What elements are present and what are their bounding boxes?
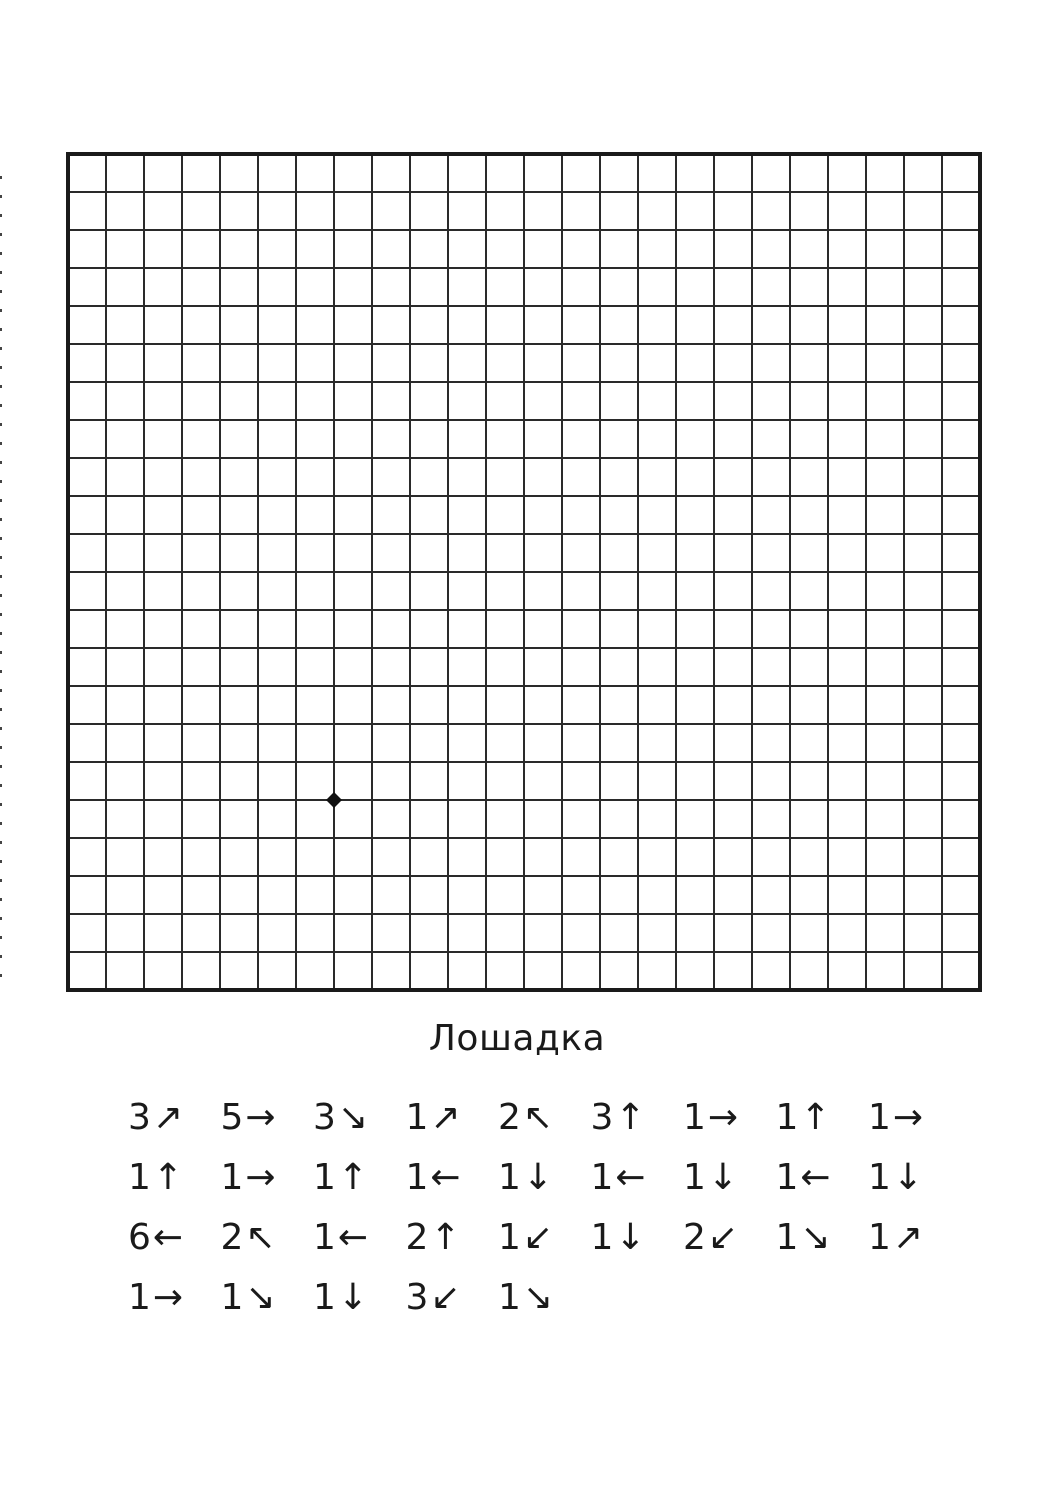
move-instruction	[221, 1098, 276, 1138]
move-instruction	[128, 1158, 183, 1198]
move-count: 2	[498, 1097, 521, 1138]
move-count: 1	[775, 1217, 799, 1258]
direction-arrow-icon: →	[245, 1157, 276, 1198]
move-count: 1	[775, 1097, 799, 1138]
move-count: 1	[868, 1097, 891, 1138]
move-count: 1	[775, 1157, 799, 1198]
direction-arrow-icon: ←	[615, 1157, 646, 1198]
move-instruction	[221, 1158, 276, 1198]
move-count: 2	[220, 1217, 244, 1258]
move-instruction	[498, 1158, 553, 1198]
move-count: 1	[590, 1157, 614, 1198]
move-count: 3	[313, 1097, 336, 1138]
move-instruction	[868, 1098, 923, 1138]
direction-arrow-icon: ↘	[337, 1097, 369, 1138]
move-count: 1	[590, 1217, 614, 1258]
move-instruction	[313, 1218, 368, 1258]
move-count: 1	[868, 1217, 891, 1258]
move-count: 2	[405, 1217, 429, 1258]
direction-arrow-icon: ←	[430, 1157, 461, 1198]
move-count: 1	[220, 1157, 244, 1198]
direction-arrow-icon: ↖	[245, 1217, 276, 1258]
move-count: 1	[405, 1157, 429, 1198]
direction-arrow-icon: ↗	[892, 1217, 924, 1258]
move-count: 1	[313, 1217, 336, 1258]
move-count: 1	[128, 1277, 151, 1318]
move-count: 1	[498, 1217, 521, 1258]
direction-arrow-icon: →	[245, 1097, 276, 1138]
direction-arrow-icon: ↗	[430, 1097, 461, 1138]
move-instruction	[868, 1218, 923, 1258]
direction-arrow-icon: ↓	[337, 1277, 369, 1318]
direction-arrow-icon: ↓	[522, 1157, 554, 1198]
move-count: 1	[128, 1157, 151, 1198]
move-instruction	[128, 1098, 183, 1138]
move-instruction	[591, 1158, 646, 1198]
direction-arrow-icon: ↑	[337, 1157, 369, 1198]
move-count: 1	[868, 1157, 891, 1198]
direction-arrow-icon: ↙	[707, 1217, 739, 1258]
move-count: 1	[313, 1277, 336, 1318]
move-count: 1	[220, 1277, 244, 1318]
direction-arrow-icon: ←	[800, 1157, 831, 1198]
direction-arrow-icon: ↙	[522, 1217, 554, 1258]
move-instruction	[776, 1098, 831, 1138]
move-instruction	[498, 1098, 553, 1138]
move-instruction	[591, 1218, 646, 1258]
move-instruction	[406, 1098, 461, 1138]
move-instruction	[776, 1218, 831, 1258]
move-instruction	[591, 1098, 646, 1138]
direction-arrow-icon: ↘	[245, 1277, 276, 1318]
move-count: 1	[498, 1157, 521, 1198]
move-count: 1	[405, 1097, 429, 1138]
move-instruction	[221, 1218, 276, 1258]
move-count: 6	[128, 1217, 151, 1258]
direction-arrow-icon: ↖	[522, 1097, 554, 1138]
move-instruction	[221, 1278, 276, 1318]
direction-arrow-icon: ↗	[152, 1097, 184, 1138]
move-instruction	[683, 1218, 738, 1258]
move-count: 3	[590, 1097, 614, 1138]
move-instruction	[128, 1278, 183, 1318]
direction-arrow-icon: ↓	[892, 1157, 924, 1198]
move-count: 3	[405, 1277, 429, 1318]
move-instruction	[683, 1158, 738, 1198]
direction-arrow-icon: ←	[152, 1217, 184, 1258]
move-count: 3	[128, 1097, 151, 1138]
direction-arrow-icon: ↙	[430, 1277, 461, 1318]
move-count: 1	[498, 1277, 521, 1318]
move-instruction	[313, 1278, 368, 1318]
worksheet-title: Лошадка	[428, 1018, 606, 1059]
move-instruction	[313, 1158, 368, 1198]
grid-lines	[68, 154, 980, 990]
move-instruction	[498, 1278, 553, 1318]
direction-arrow-icon: ↘	[800, 1217, 831, 1258]
move-count: 1	[313, 1157, 336, 1198]
move-count: 1	[683, 1157, 706, 1198]
direction-arrow-icon: ↑	[615, 1097, 646, 1138]
move-count: 5	[220, 1097, 244, 1138]
move-instruction	[406, 1218, 461, 1258]
direction-arrow-icon: ↘	[522, 1277, 554, 1318]
move-instruction	[128, 1218, 183, 1258]
move-instruction	[776, 1158, 831, 1198]
move-count: 2	[683, 1217, 706, 1258]
move-instruction	[406, 1278, 461, 1318]
direction-arrow-icon: ↑	[430, 1217, 461, 1258]
move-count: 1	[683, 1097, 706, 1138]
move-instruction	[683, 1098, 738, 1138]
direction-arrow-icon: →	[152, 1277, 184, 1318]
direction-arrow-icon: →	[707, 1097, 739, 1138]
direction-arrow-icon: →	[892, 1097, 924, 1138]
direction-arrow-icon: ↑	[800, 1097, 831, 1138]
direction-arrow-icon: ↓	[707, 1157, 739, 1198]
start-point-dot	[326, 792, 342, 808]
move-instruction	[313, 1098, 368, 1138]
move-instruction	[868, 1158, 923, 1198]
move-instruction	[406, 1158, 461, 1198]
direction-arrow-icon: ←	[337, 1217, 369, 1258]
direction-arrow-icon: ↓	[615, 1217, 646, 1258]
move-instruction	[498, 1218, 553, 1258]
direction-arrow-icon: ↑	[152, 1157, 184, 1198]
